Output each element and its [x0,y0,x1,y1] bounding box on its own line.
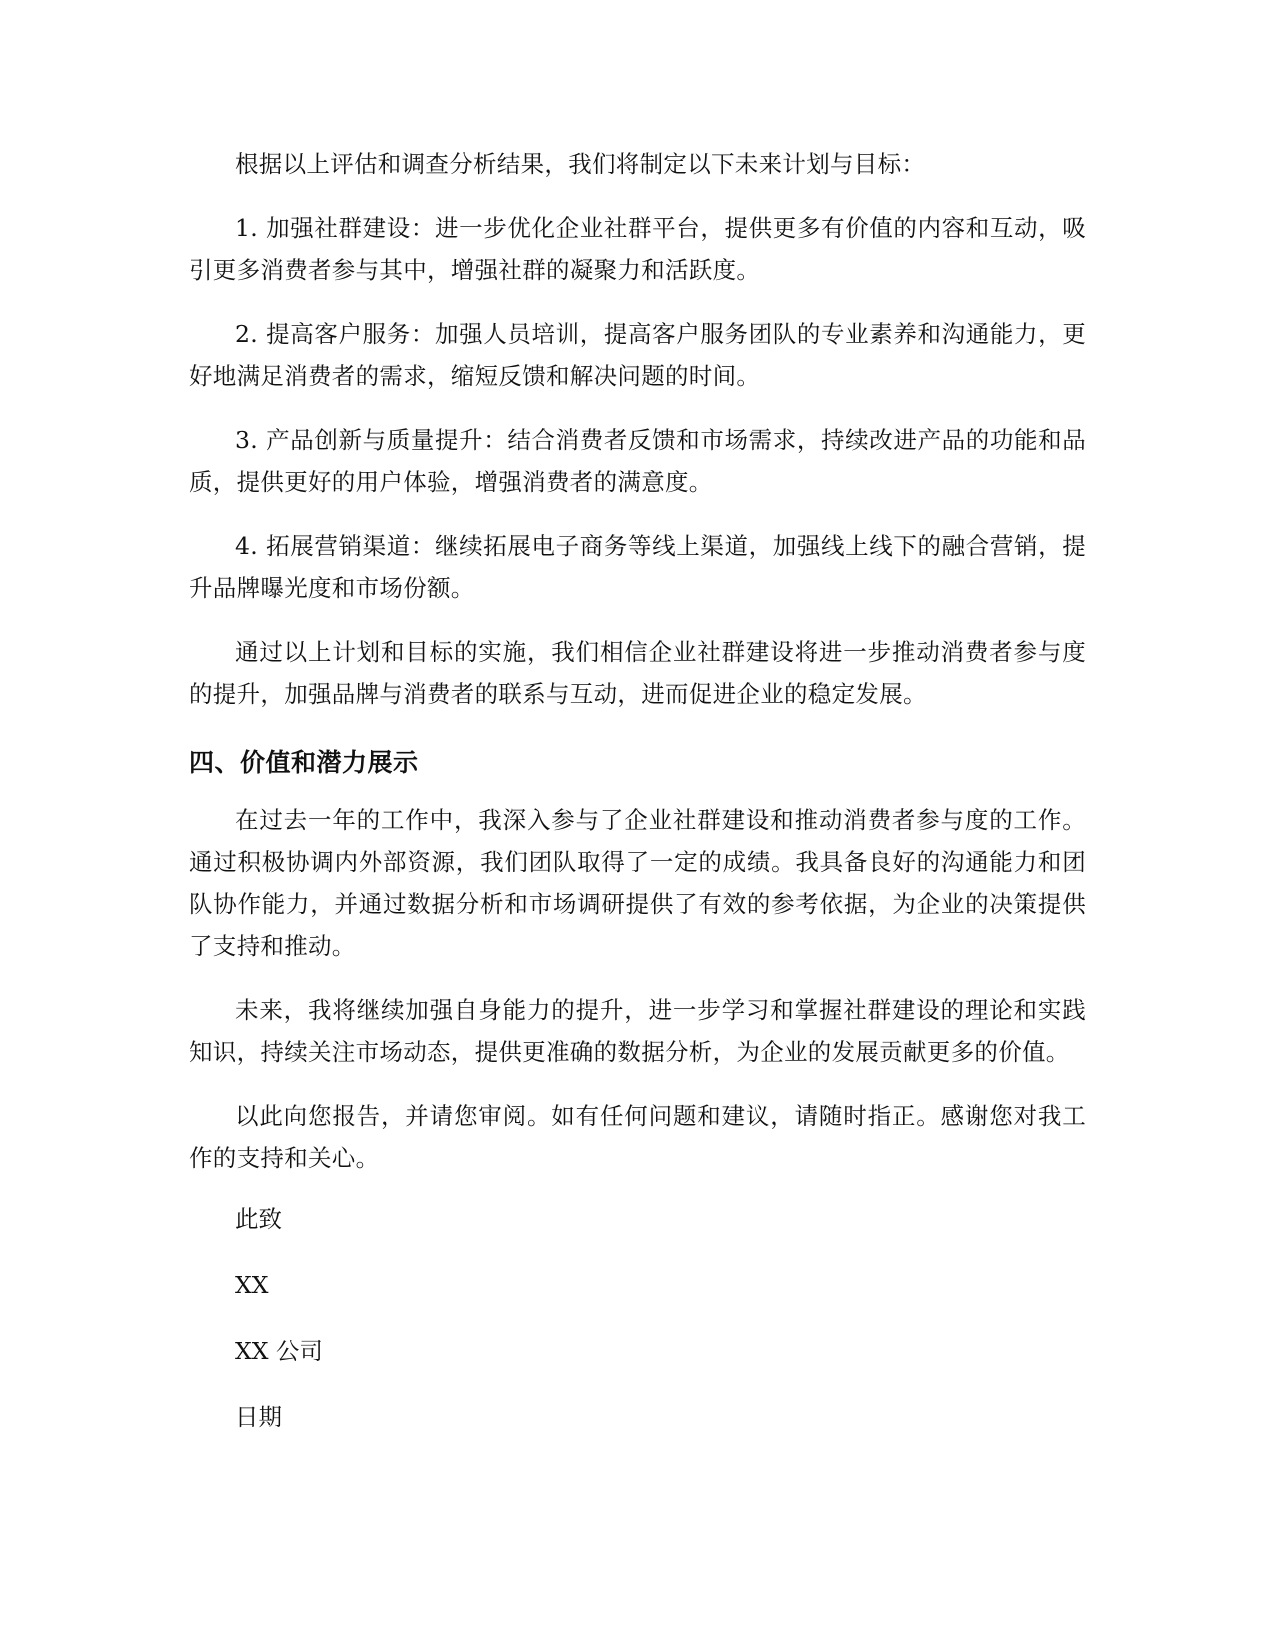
closing-company: XX 公司 [235,1337,323,1365]
closing-recipient: XX [235,1271,269,1299]
report-paragraph: 以此向您报告，并请您审阅。如有任何问题和建议，请随时指正。感谢您对我工作的支持和关心。 [189,1102,1086,1172]
plan-summary-paragraph: 通过以上计划和目标的实施，我们相信企业社群建设将进一步推动消费者参与度的提升，加强品牌与消费者的联系与互动，进而促进企业的稳定发展。 [189,638,1086,708]
section-heading: 四、价值和潜力展示 [189,748,419,777]
value-paragraph-1: 在过去一年的工作中，我深入参与了企业社群建设和推动消费者参与度的工作。通过积极协调内外部资源，我们团队取得了一定的成绩。我具备良好的沟通能力和团队协作能力，并通过数据分析和市场调研提供了有效的参考依据，为企业的决策提供了支持和推动。 [189,806,1086,960]
intro-paragraph: 根据以上评估和调查分析结果，我们将制定以下未来计划与目标： [235,150,926,178]
plan-item-4: 4. 拓展营销渠道：继续拓展电子商务等线上渠道，加强线上线下的融合营销，提升品牌曝光度和市场份额。 [189,532,1086,602]
plan-item-2: 2. 提高客户服务：加强人员培训，提高客户服务团队的专业素养和沟通能力，更好地满足消费者的需求，缩短反馈和解决问题的时间。 [189,320,1086,390]
closing-date: 日期 [235,1403,282,1431]
closing-salutation: 此致 [235,1205,282,1233]
document-body [189,143,1086,1465]
plan-item-1: 1. 加强社群建设：进一步优化企业社群平台，提供更多有价值的内容和互动，吸引更多消费者参与其中，增强社群的凝聚力和活跃度。 [189,214,1086,284]
value-paragraph-2: 未来，我将继续加强自身能力的提升，进一步学习和掌握社群建设的理论和实践知识，持续关注市场动态，提供更准确的数据分析，为企业的发展贡献更多的价值。 [189,996,1086,1066]
plan-item-3: 3. 产品创新与质量提升：结合消费者反馈和市场需求，持续改进产品的功能和品质，提供更好的用户体验，增强消费者的满意度。 [189,426,1086,496]
